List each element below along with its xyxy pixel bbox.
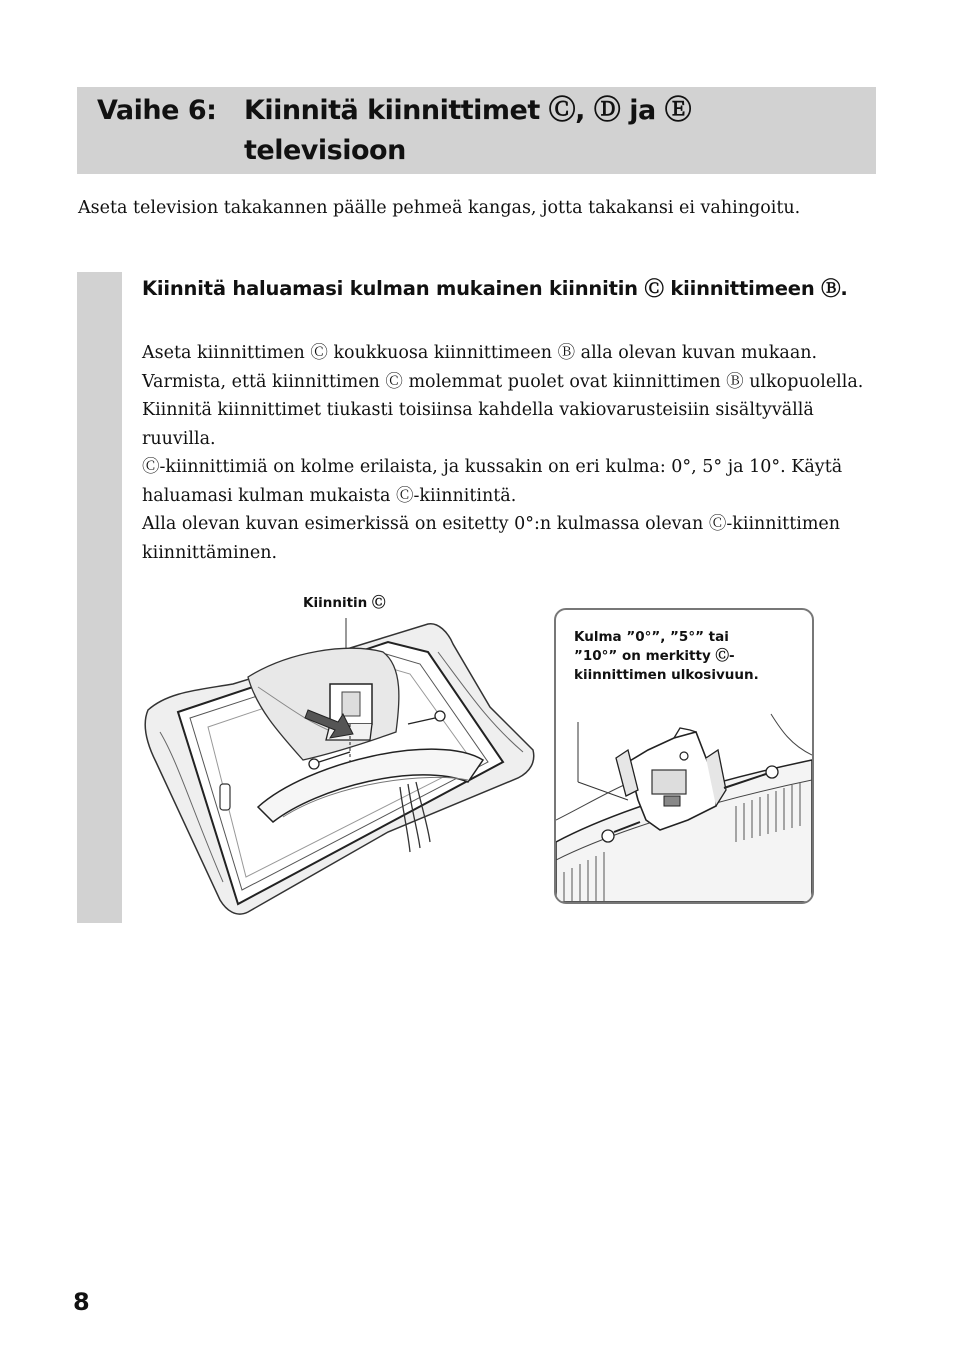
- detail-inset: [554, 608, 814, 904]
- step-title: Kiinnitä kiinnittimet Ⓒ, Ⓓ ja Ⓔ televisioon: [244, 95, 692, 166]
- step-number: Vaihe 6:: [97, 95, 217, 126]
- instruction-side-bar: [77, 272, 122, 923]
- intro-text: Aseta television takakannen päälle pehmeä kangas, jotta takakansi ei vahingoitu.: [78, 198, 801, 218]
- step-header-banner: [77, 87, 876, 174]
- tv-bracket-illustration: [138, 612, 538, 917]
- instruction-paragraph: Alla olevan kuvan esimerkissä on esitetty 0°:n kulmassa olevan Ⓒ-kiinnittimen kiinnittäminen.: [142, 514, 841, 563]
- instruction-body: [142, 339, 882, 567]
- instruction-paragraph: Ⓒ-kiinnittimiä on kolme erilaista, ja kussakin on eri kulma: 0°, 5° ja 10°. Käytä haluamasi kulman mukaista Ⓒ-kiinnitintä.: [142, 457, 843, 506]
- page-number: 8: [73, 1288, 90, 1316]
- instruction-title: Kiinnitä haluamasi kulman mukainen kiinnitin Ⓒ kiinnittimeen Ⓑ.: [142, 277, 848, 300]
- inset-caption: Kulma ”0°”, ”5°” tai ”10°” on merkitty Ⓒ-kiinnittimen ulkosivuun.: [574, 629, 759, 683]
- instruction-paragraph: Aseta kiinnittimen Ⓒ koukkuosa kiinnittimeen Ⓑ alla olevan kuvan mukaan. Varmista, että kiinnittimen Ⓒ molemmat puolet ovat kiinnittimen Ⓑ ulkopuolella. Kiinnitä kiinnittimet tiukasti toisiinsa kahdella vakiovarusteisiin sisältyvällä ruuvilla.: [142, 343, 864, 449]
- figure-callout-label: Kiinnitin Ⓒ: [303, 595, 386, 611]
